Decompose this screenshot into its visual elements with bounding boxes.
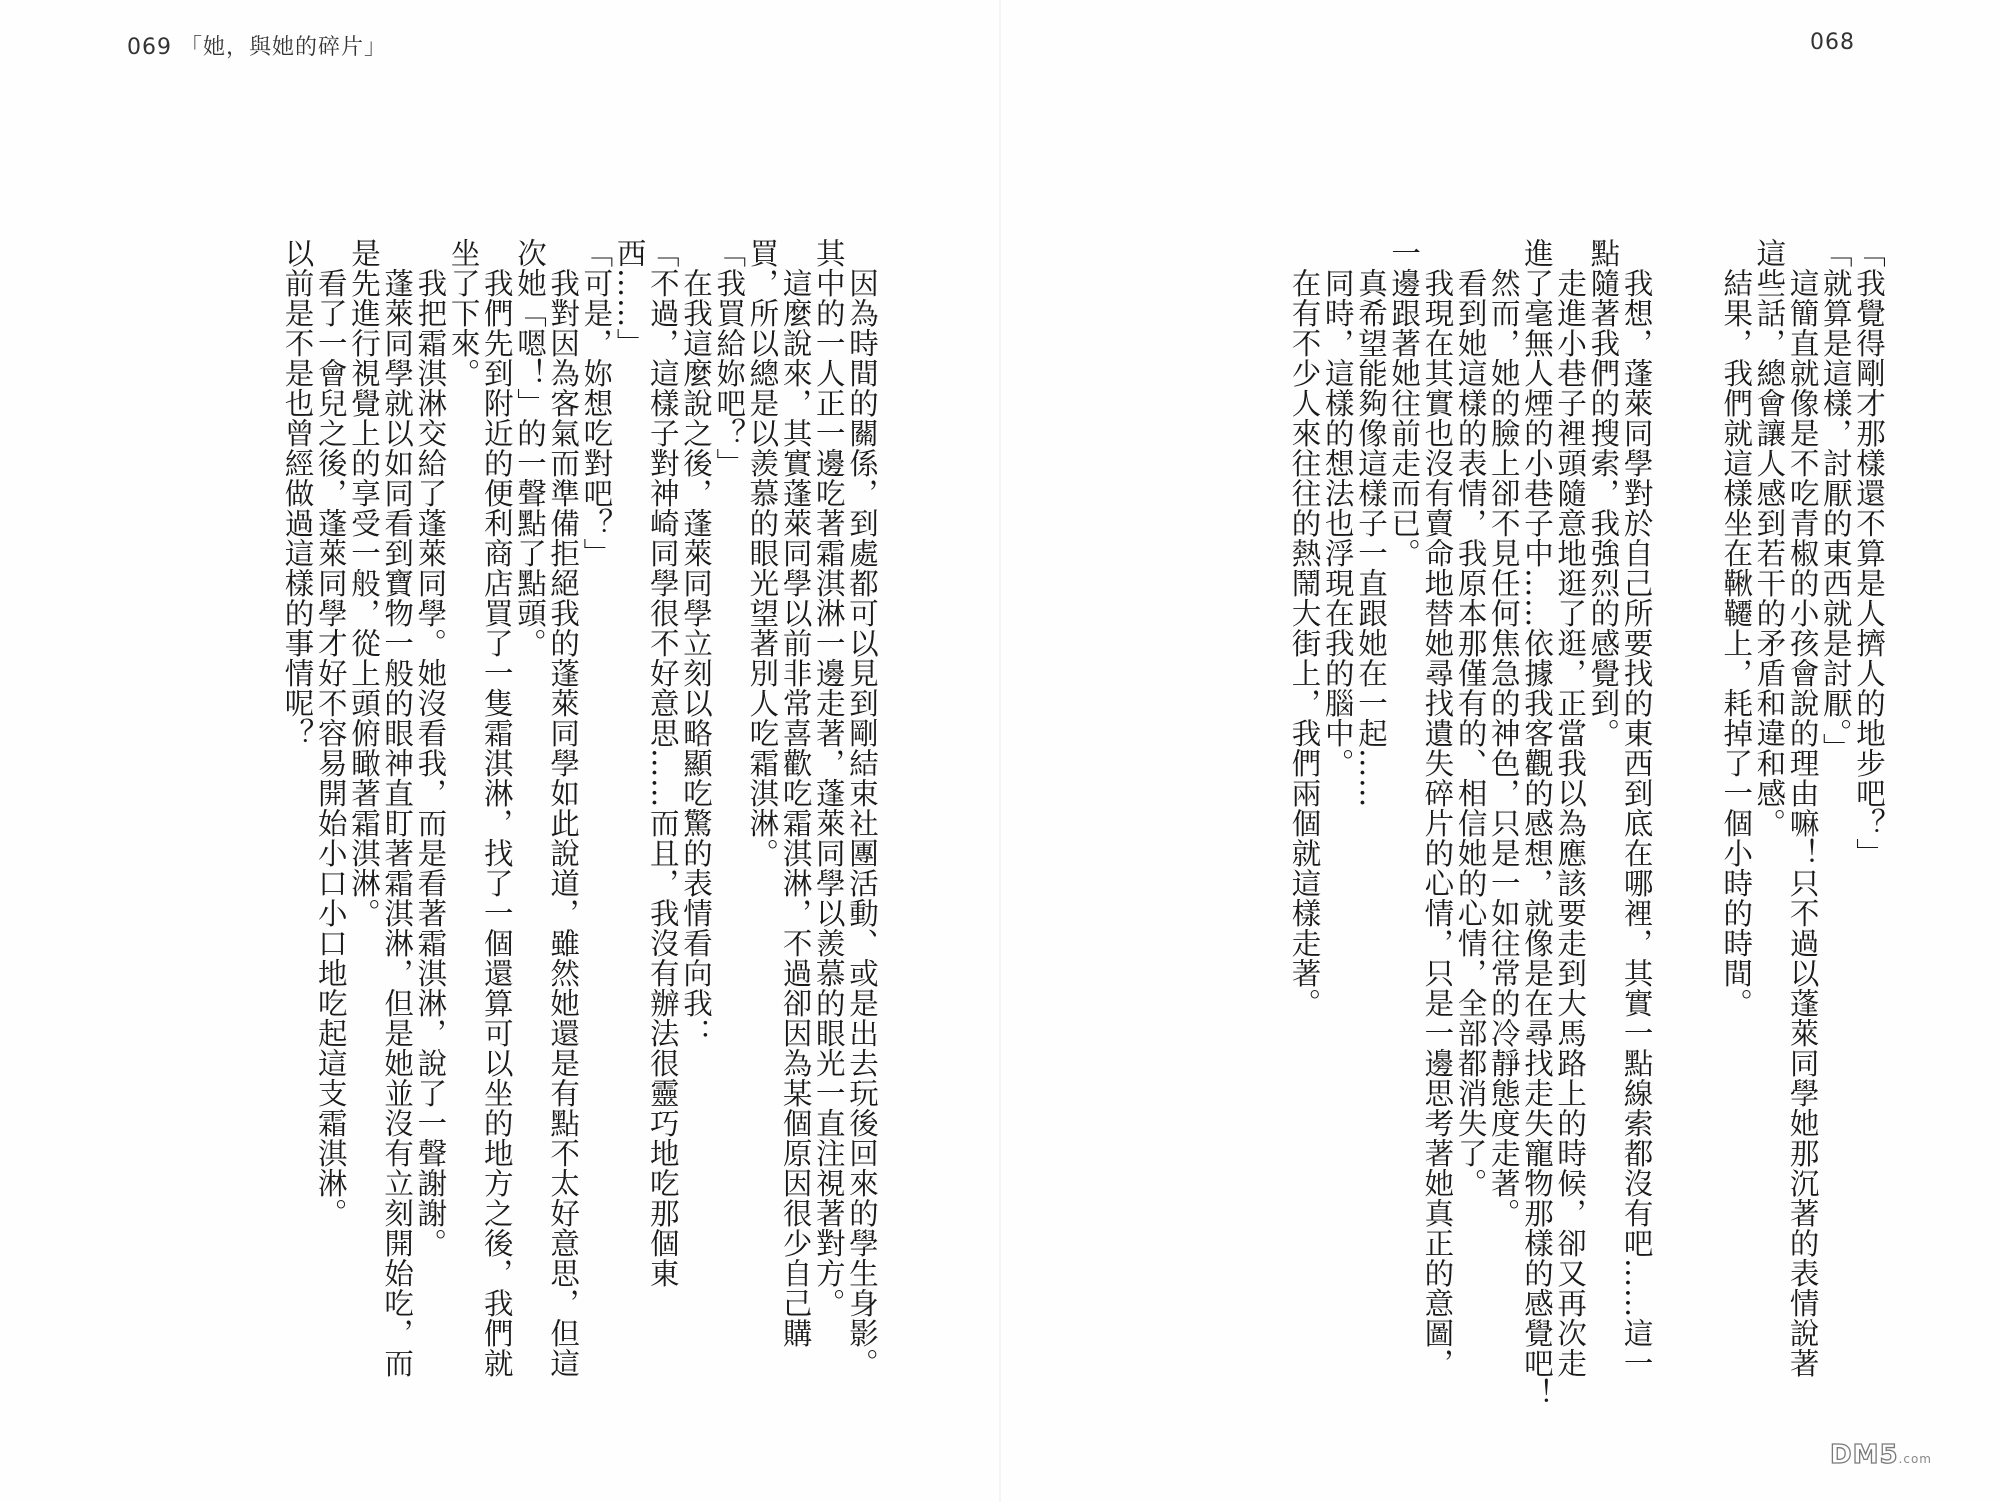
text-line: 是先進行視覺上的享受一般，從上頭俯瞰著霜淇淋。 — [346, 238, 381, 928]
watermark-brand: DM5 — [1830, 1440, 1899, 1470]
text-line: 進了毫無人煙的小巷子中……依據我客觀的感想，就像是在尋找走失寵物那樣的感覺吧！ — [1519, 238, 1554, 1408]
right-page-number: 068 — [1810, 30, 1855, 55]
text-line: 結果，我們就這樣坐在鞦韆上，耗掉了一個小時的時間。 — [1719, 238, 1754, 1018]
text-line: 買，所以總是以羨慕的眼光望著別人吃霜淇淋。 — [745, 238, 780, 868]
text-line: 走進小巷子裡頭隨意地逛了逛，正當我以為應該要走到大馬路上的時候，卻又再次走 — [1553, 238, 1588, 1378]
text-line: 在有不少人來往往的熱鬧大街上，我們兩個就這樣走著。 — [1287, 238, 1322, 1018]
text-line — [1686, 238, 1719, 1418]
page-gutter — [999, 0, 1001, 1502]
text-line: 在我這麼說之後，蓬萊同學立刻以略顯吃驚的表情看向我： — [678, 238, 713, 1048]
text-line: 這簡直就像是不吃青椒的小孩會說的理由嘛！只不過以蓬萊同學她那沉著的表情說著 — [1785, 238, 1820, 1378]
text-line: 我把霜淇淋交給了蓬萊同學。她沒看我，而是看著霜淇淋，說了一聲謝謝。 — [413, 238, 448, 1258]
text-line: 看了一會兒之後，蓬萊同學才好不容易開始小口小口地吃起這支霜淇淋。 — [313, 238, 348, 1228]
left-page-text — [118, 238, 878, 1418]
text-line: 我現在其實也沒有賣命地替她尋找遺失碎片的心情，只是一邊思考著她真正的意圖， — [1420, 238, 1455, 1378]
left-page-header: 069 「她，與她的碎片」 — [127, 35, 387, 60]
text-line: 「我買給妳吧？」 — [712, 238, 747, 478]
text-line: 然而，她的臉上卻不見任何焦急的神色，只是一如往常的冷靜態度走著。 — [1486, 238, 1521, 1228]
right-page-text — [1125, 238, 1885, 1418]
text-line: 坐了下來。 — [446, 238, 481, 388]
site-watermark — [1830, 1440, 1932, 1470]
text-line: 「可是，妳想吃對吧？」 — [579, 238, 614, 568]
text-line — [1653, 238, 1686, 1418]
text-line: 真希望能夠像這樣子一直跟她在一起…… — [1353, 238, 1388, 808]
text-line: 「我覺得剛才那樣還不算是人擠人的地步吧？」 — [1852, 238, 1886, 868]
text-line: 同時，這樣的想法也浮現在我的腦中。 — [1320, 238, 1355, 778]
text-line: 一邊跟著她往前走而已。 — [1387, 238, 1422, 568]
text-line: 西……」 — [612, 238, 647, 358]
text-line: 我對因為客氣而準備拒絕我的蓬萊同學如此說道，雖然她還是有點不太好意思，但這 — [546, 238, 581, 1378]
text-line: 「就算是這樣，討厭的東西就是討厭。」 — [1818, 238, 1853, 764]
text-line: 我們先到附近的便利商店買了一隻霜淇淋，找了一個還算可以坐的地方之後，我們就 — [479, 238, 514, 1378]
text-line: 看到她這樣的表情，我原本那僅有的、相信她的心情，全部都消失了。 — [1453, 238, 1488, 1198]
text-line: 點隨著我們的搜索，我強烈的感覺到。 — [1586, 238, 1621, 748]
text-line: 蓬萊同學就以如同看到寶物一般的眼神直盯著霜淇淋，但是她並沒有立刻開始吃，而 — [380, 238, 415, 1378]
text-line: 我想，蓬萊同學對於自己所要找的東西到底在哪裡，其實一點線索都沒有吧……這一 — [1619, 238, 1654, 1378]
text-line: 因為時間的關係，到處都可以見到剛結束社團活動、或是出去玩後回來的學生身影。 — [845, 238, 879, 1378]
text-line: 這麼說來，其實蓬萊同學以前非常喜歡吃霜淇淋，不過卻因為某個原因很少自己購 — [778, 238, 813, 1348]
text-line: 這些話，總會讓人感到若干的矛盾和違和感。 — [1752, 238, 1787, 838]
watermark-suffix: .com — [1898, 1452, 1932, 1466]
text-line: 「不過，這樣子對神崎同學很不好意思……而且，我沒有辦法很靈巧地吃那個東 — [645, 238, 680, 1288]
text-line: 次她「嗯！」的一聲點了點頭。 — [512, 238, 547, 658]
text-line: 以前是不是也曾經做過這樣的事情呢？ — [280, 238, 315, 748]
text-line: 其中的一人正一邊吃著霜淇淋一邊走著，蓬萊同學以羨慕的眼光一直注視著對方。 — [811, 238, 846, 1318]
